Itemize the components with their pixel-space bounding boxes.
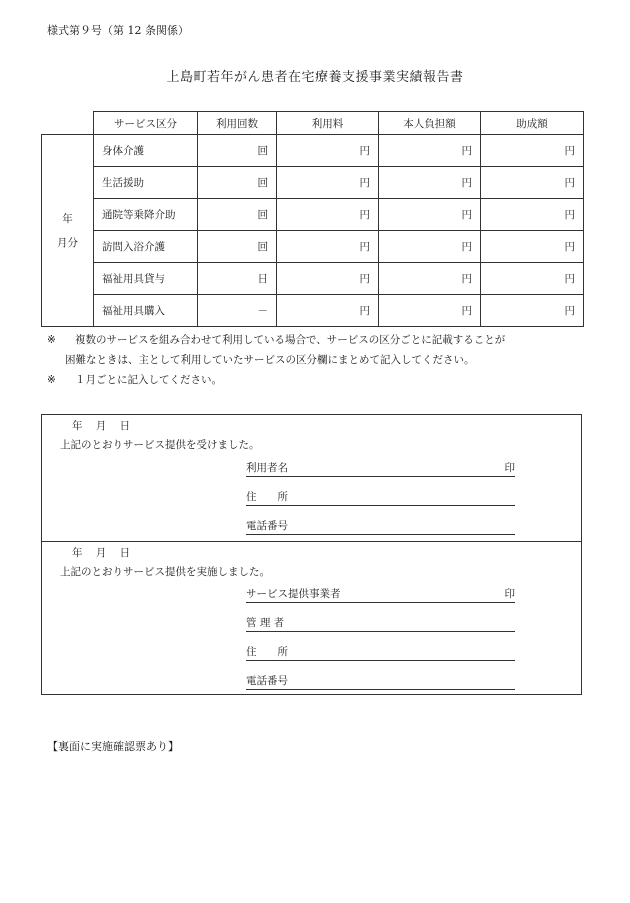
confirmation-box [41, 414, 582, 695]
column-header-usage-fee: 利用料 [277, 112, 379, 135]
user-address-label: 住 所 [246, 491, 288, 503]
manager-field[interactable] [246, 616, 515, 632]
usage-count-cell[interactable]: 日 [198, 263, 277, 295]
column-header-grant-amount: 助成額 [481, 112, 584, 135]
table-row [42, 231, 584, 263]
table-row [42, 295, 584, 327]
self-payment-cell[interactable]: 円 [379, 263, 481, 295]
seal-mark: 印 [504, 462, 515, 474]
service-category: 通院等乗降介助 [94, 199, 198, 231]
notes [47, 330, 505, 390]
document-title: 上島町若年がん患者在宅療養支援事業実績報告書 [166, 70, 464, 85]
user-name-field[interactable] [246, 461, 515, 477]
provider-address-field[interactable] [246, 645, 515, 661]
column-header-service-category: サービス区分 [94, 112, 198, 135]
self-payment-cell[interactable]: 円 [379, 231, 481, 263]
table-row [42, 263, 584, 295]
note-2-text: １月ごとに記入してください。 [75, 374, 222, 386]
manager-label: 管 理 者 [246, 617, 285, 629]
self-payment-cell[interactable]: 円 [379, 135, 481, 167]
provider-phone-field[interactable] [246, 674, 515, 690]
service-category: 生活援助 [94, 167, 198, 199]
provider-address-label: 住 所 [246, 646, 288, 658]
seal-mark: 印 [504, 588, 515, 600]
grant-amount-cell[interactable]: 円 [481, 263, 584, 295]
note-mark: ※ [47, 374, 56, 386]
provider-statement: 上記のとおりサービス提供を実施しました。 [60, 566, 270, 578]
note-2 [47, 370, 505, 390]
grant-amount-cell[interactable]: 円 [481, 167, 584, 199]
user-phone-label: 電話番号 [246, 520, 288, 532]
usage-count-cell[interactable]: 回 [198, 135, 277, 167]
self-payment-cell[interactable]: 円 [379, 295, 481, 327]
column-header-self-payment: 本人負担額 [379, 112, 481, 135]
provider-name-label: サービス提供事業者 [246, 588, 341, 600]
grant-amount-cell[interactable]: 円 [481, 231, 584, 263]
user-phone-field[interactable] [246, 519, 515, 535]
usage-fee-cell[interactable]: 円 [277, 231, 379, 263]
period-month-label: 月分 [57, 236, 78, 249]
service-category: 福祉用具貸与 [94, 263, 198, 295]
provider-date-field[interactable]: 年 月 日 [72, 547, 131, 559]
usage-fee-cell[interactable]: 円 [277, 295, 379, 327]
usage-fee-cell[interactable]: 円 [277, 167, 379, 199]
grant-amount-cell[interactable]: 円 [481, 295, 584, 327]
self-payment-cell[interactable]: 円 [379, 167, 481, 199]
note-1-line-2: 困難なときは、主として利用していたサービスの区分欄にまとめて記入してください。 [65, 354, 475, 366]
column-header-usage-count: 利用回数 [198, 112, 277, 135]
service-table [41, 111, 584, 327]
user-address-field[interactable] [246, 490, 515, 506]
table-row [42, 167, 584, 199]
usage-count-cell[interactable]: 回 [198, 167, 277, 199]
usage-fee-cell[interactable]: 円 [277, 199, 379, 231]
service-category: 福祉用具購入 [94, 295, 198, 327]
grant-amount-cell[interactable]: 円 [481, 199, 584, 231]
period-cell[interactable] [42, 135, 94, 327]
table-row [42, 135, 584, 167]
period-year-label: 年 [62, 212, 73, 225]
form-number: 様式第９号（第 12 条関係） [47, 24, 189, 37]
usage-count-cell[interactable]: － [198, 295, 277, 327]
usage-fee-cell[interactable]: 円 [277, 263, 379, 295]
header-blank-cell [42, 112, 94, 135]
section-divider [42, 541, 581, 542]
note-1-line-1: 複数のサービスを組み合わせて利用している場合で、サービスの区分ごとに記載することが [75, 334, 506, 346]
table-row [42, 199, 584, 231]
table-header-row [42, 112, 584, 135]
user-name-label: 利用者名 [246, 462, 288, 474]
self-payment-cell[interactable]: 円 [379, 199, 481, 231]
provider-phone-label: 電話番号 [246, 675, 288, 687]
usage-count-cell[interactable]: 回 [198, 231, 277, 263]
back-side-note: 【裏面に実施確認票あり】 [47, 740, 179, 753]
usage-fee-cell[interactable]: 円 [277, 135, 379, 167]
note-1 [47, 330, 505, 350]
service-category: 訪問入浴介護 [94, 231, 198, 263]
usage-count-cell[interactable]: 回 [198, 199, 277, 231]
user-date-field[interactable]: 年 月 日 [72, 420, 131, 432]
note-mark: ※ [47, 334, 56, 346]
provider-name-field[interactable] [246, 587, 515, 603]
user-statement: 上記のとおりサービス提供を受けました。 [60, 439, 260, 451]
service-category: 身体介護 [94, 135, 198, 167]
grant-amount-cell[interactable]: 円 [481, 135, 584, 167]
